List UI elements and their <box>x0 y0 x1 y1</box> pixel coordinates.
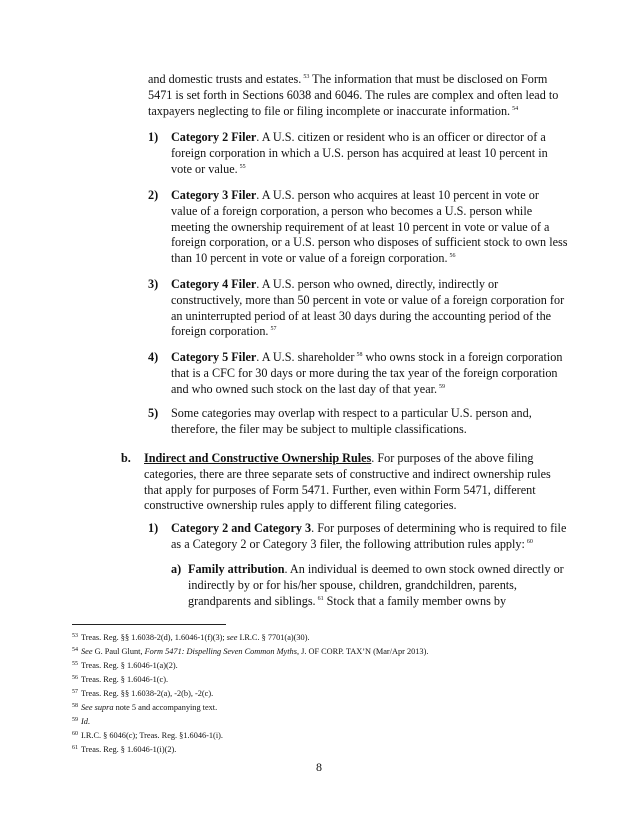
item-text: . A U.S. shareholder <box>256 350 355 364</box>
footnote-number: 56 <box>72 675 78 681</box>
item-heading: Category 5 Filer <box>171 350 257 364</box>
item-heading: Category 4 Filer <box>171 277 257 291</box>
list-item-category-5 <box>148 350 568 397</box>
list-item-category-2 <box>148 130 568 177</box>
footnote <box>72 701 572 713</box>
footnote <box>72 673 572 685</box>
intro-paragraph <box>148 72 566 119</box>
footnote-divider <box>72 624 226 625</box>
footnote-ref: 60 <box>526 538 533 545</box>
footnote-text: Treas. Reg. § 1.6046-1(c). <box>81 675 169 684</box>
footnote <box>72 687 572 699</box>
footnote <box>72 631 572 643</box>
footnote-text: note 5 and accompanying text. <box>113 703 218 712</box>
item-number: 3) <box>148 277 159 291</box>
page-number: 8 <box>316 760 322 774</box>
footnote <box>72 645 572 657</box>
footnote <box>72 659 572 671</box>
item-text: . A U.S. person who acquires at least 10 percent in vote or value of a foreign corporation, a person who becomes a U.S. person while meeting the ownership requirement of at least 10 percent in vote or value of a foreign corporation, or a U.S. person who disposes of sufficient stock to own less than 10 percent in vote or value of a foreign corporation. <box>171 188 568 266</box>
footnote-number: 61 <box>72 745 78 751</box>
footnote-signal: see <box>226 633 238 642</box>
footnote-number: 55 <box>72 661 78 667</box>
item-number: 5) <box>148 406 159 420</box>
footnote-number: 58 <box>72 703 78 709</box>
footnote-ref: 55 <box>239 163 246 170</box>
subsection-family-attribution <box>171 562 567 609</box>
list-item-category-4 <box>148 277 568 340</box>
item-text: . For purposes of determining who is required to file as a Category 2 or Category 3 filer, the following attribution rules apply: <box>171 521 567 551</box>
section-b <box>121 451 568 514</box>
footnote-ref: 58 <box>356 352 363 358</box>
footnote-text: I.R.C. § 7701(a)(30). <box>237 633 310 642</box>
footnote-text: , J. OF CORP. TAX’N (Mar/Apr 2013). <box>296 647 429 656</box>
footnote-text: Treas. Reg. § 1.6046-1(a)(2). <box>81 661 178 670</box>
item-text: . A U.S. citizen or resident who is an officer or director of a foreign corporation in which a U.S. person has acquired at least 10 percent in vote or value. <box>171 130 548 176</box>
footnote-number: 60 <box>72 731 78 737</box>
section-heading: Indirect and Constructive Ownership Rules <box>144 451 372 465</box>
footnote-text: G. Paul Glunt, <box>92 647 145 656</box>
item-number: a) <box>171 562 182 576</box>
footnote-number: 53 <box>72 633 78 639</box>
item-number: 1) <box>148 130 159 144</box>
item-number: 1) <box>148 521 159 535</box>
footnote-title: Form 5471: Dispelling Seven Common Myths <box>144 647 297 656</box>
footnote <box>72 743 572 755</box>
footnote-text: Treas. Reg. § 1.6046-1(i)(2). <box>81 745 177 754</box>
item-number: 2) <box>148 188 159 202</box>
footnote-ref: 53 <box>303 74 310 80</box>
item-text: . A U.S. person who owned, directly, indirectly or constructively, more than 50 percent in vote or value of a foreign corporation for an uninterrupted period of at least 30 days during the accounting period of the foreign corporation. <box>171 277 565 339</box>
item-heading: Category 2 and Category 3 <box>171 521 312 535</box>
subsection-category-2-and-3 <box>148 521 568 553</box>
item-number: 4) <box>148 350 159 364</box>
item-text: Stock that a family member owns by <box>323 593 507 608</box>
item-text: . An individual is deemed to own stock owned directly or indirectly by or for his/her spouse, children, grandchildren, parents, grandparents and siblings. <box>188 562 564 608</box>
footnote-signal: See <box>81 647 93 656</box>
footnote-ref: 57 <box>270 326 277 333</box>
item-heading: Family attribution <box>188 562 285 576</box>
footnote-text: . <box>87 717 90 726</box>
intro-text-2: The information that must be disclosed on Form 5471 is set forth in Sections 6038 and 6046. The rules are complex and often lead to taxpayers neglecting to file or filing incomplete or inaccurate information. <box>148 72 559 118</box>
section-number: b. <box>121 451 131 465</box>
footnote <box>72 715 572 727</box>
item-heading: Category 3 Filer <box>171 188 257 202</box>
item-heading: Category 2 Filer <box>171 130 257 144</box>
footnote-text: Treas. Reg. §§ 1.6038-2(d), 1.6046-1(f)(3); <box>81 633 227 642</box>
footnote-signal: Id <box>81 717 88 726</box>
intro-text: and domestic trusts and estates. <box>148 72 302 86</box>
footnote-signal: See supra <box>81 703 114 712</box>
footnote-text: I.R.C. § 6046(c); Treas. Reg. §1.6046-1(i). <box>81 731 223 740</box>
footnote <box>72 729 572 741</box>
footnote-text: Treas. Reg. §§ 1.6038-2(a), -2(b), -2(c). <box>81 689 214 698</box>
footnote-number: 57 <box>72 689 78 695</box>
footnote-number: 59 <box>72 717 78 723</box>
footnote-ref: 54 <box>512 105 519 112</box>
item-text: Some categories may overlap with respect to a particular U.S. person and, therefore, the filer may be subject to multiple classifications. <box>171 406 532 436</box>
list-item-overlap <box>148 406 568 438</box>
footnote-ref: 61 <box>317 595 324 602</box>
section-text: . For purposes of the above filing categories, there are three separate sets of constructive and indirect ownership rules that apply for purposes of Form 5471. Further, even within Form 5471, different constructive ownership rules apply to different filing categories. <box>144 451 551 513</box>
item-text: who owns stock in a foreign corporation that is a CFC for 30 days or more during the tax year of the foreign corporation and who owned such stock on the last day of that year. <box>171 350 563 396</box>
footnote-number: 54 <box>72 647 78 653</box>
list-item-category-3 <box>148 188 568 267</box>
footnote-ref: 59 <box>439 383 446 390</box>
footnote-ref: 56 <box>449 253 456 260</box>
